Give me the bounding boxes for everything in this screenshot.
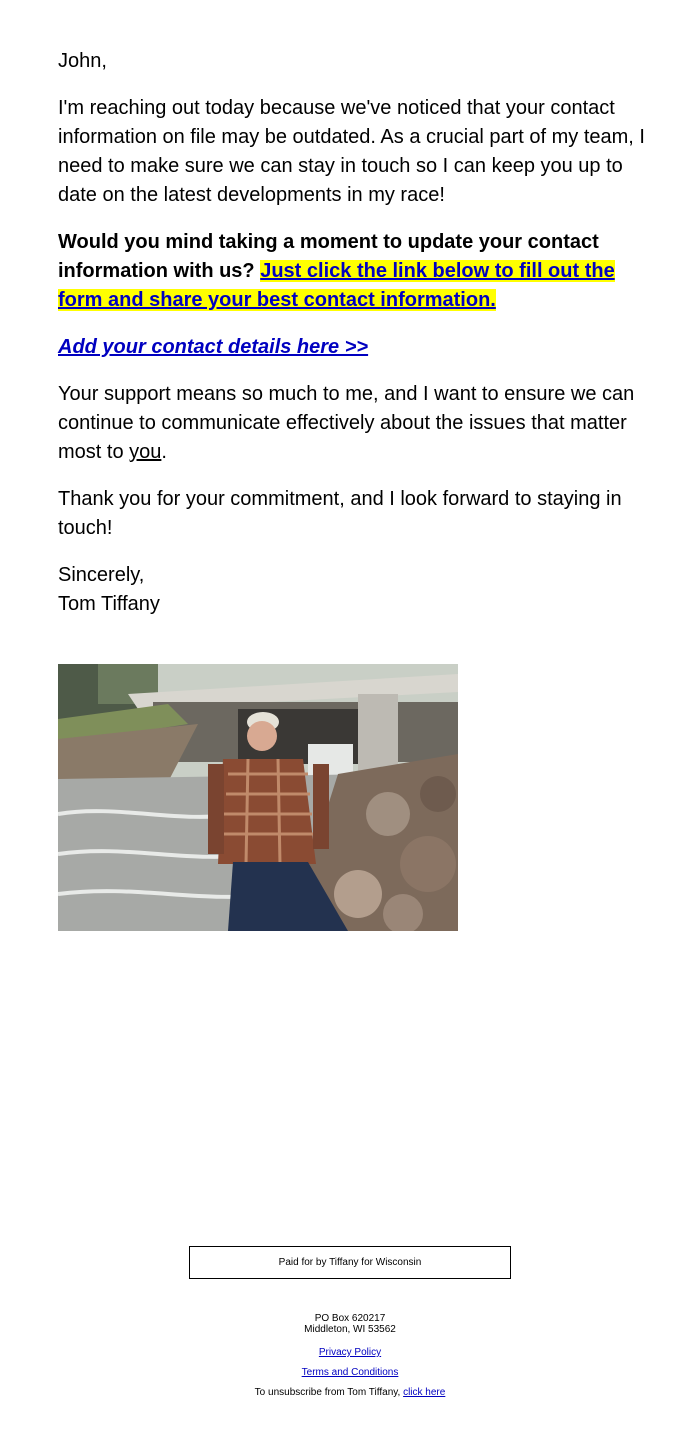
unsubscribe-link[interactable]: click here xyxy=(403,1387,446,1398)
paid-for-disclaimer: Paid for by Tiffany for Wisconsin xyxy=(189,1246,511,1279)
you-emphasis: you xyxy=(129,441,162,463)
thanks-paragraph: Thank you for your commitment, and I look forward to staying in touch! xyxy=(58,488,622,539)
signoff-block xyxy=(58,561,648,619)
support-text: Your support means so much to me, and I want to ensure we can continue to communicate effectively about the issues that matter most to xyxy=(58,383,635,463)
privacy-row xyxy=(0,1347,700,1358)
add-contact-details-link[interactable]: Add your contact details here >> xyxy=(58,336,369,358)
mailing-address xyxy=(0,1313,700,1335)
terms-row xyxy=(0,1367,700,1378)
terms-link[interactable]: Terms and Conditions xyxy=(301,1367,399,1378)
period: . xyxy=(161,441,167,463)
cta-paragraph xyxy=(58,333,648,362)
signature: Tom Tiffany xyxy=(58,593,160,615)
intro-paragraph: I'm reaching out today because we've noticed that your contact information on file may be outdated. As a crucial part of my team, I need to make sure we can stay in touch so I can keep you up to date on the latest developments in my race! xyxy=(58,97,645,206)
email-body xyxy=(58,47,648,619)
update-form-link[interactable]: Just click the link below to fill out the form and share your best contact information. xyxy=(58,260,615,311)
ask-bold-text: Would you mind taking a moment to update your contact information with us? xyxy=(58,231,599,282)
unsubscribe-row xyxy=(0,1387,700,1398)
greeting: John, xyxy=(58,50,107,72)
support-paragraph xyxy=(58,380,648,467)
unsubscribe-text: To unsubscribe from Tom Tiffany, xyxy=(254,1387,401,1398)
signoff: Sincerely, xyxy=(58,564,145,586)
address-line-1: PO Box 620217 xyxy=(314,1313,386,1324)
ask-paragraph xyxy=(58,228,648,315)
privacy-policy-link[interactable]: Privacy Policy xyxy=(318,1347,382,1358)
photo-illustration xyxy=(58,664,458,931)
candidate-photo xyxy=(58,664,458,931)
address-line-2: Middleton, WI 53562 xyxy=(304,1324,396,1335)
